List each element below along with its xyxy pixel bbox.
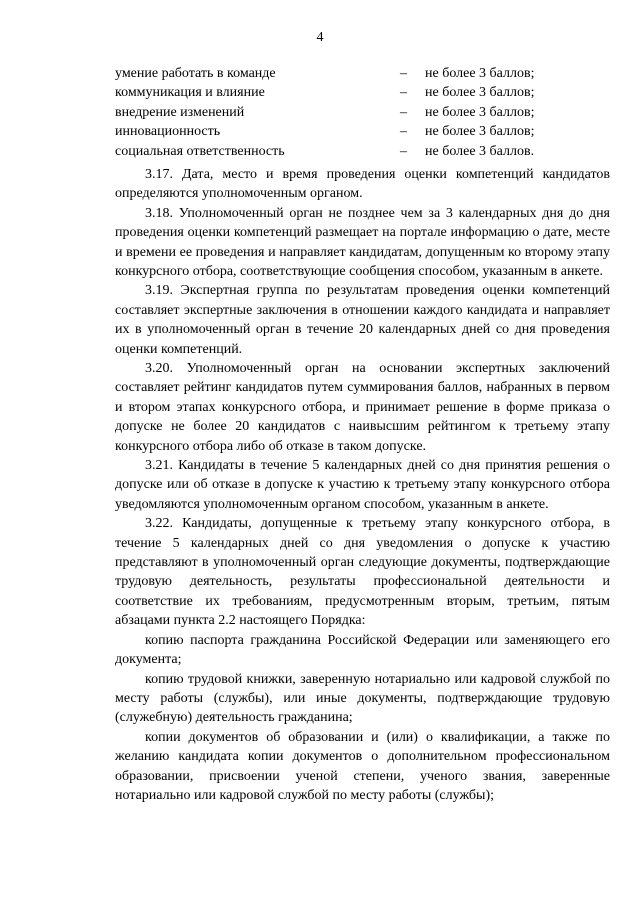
paragraph-3-21: 3.21. Кандидаты в течение 5 календарных дней со дня принятия решения о допуске или об отказе в допуске к участию к третьему этапу конкурсного отбора уведомляются уполномоченным органом способом, указанным в анкете. bbox=[115, 458, 610, 512]
criteria-score: не более 3 баллов; bbox=[425, 104, 535, 120]
criteria-item bbox=[115, 122, 610, 141]
criteria-name: социальная ответственность bbox=[115, 143, 285, 159]
criteria-name: умение работать в команде bbox=[115, 66, 276, 81]
criteria-dash: – bbox=[400, 143, 407, 159]
list-item-passport: копию паспорта гражданина Российской Федерации или заменяющего его документа; bbox=[115, 632, 610, 668]
paragraph-3-18: 3.18. Уполномоченный орган не позднее чем за 3 календарных дня до дня проведения оценки компетенций размещает на портале информацию о дате, месте и времени ее проведения и направляет кандидатам, допущенным ко второму этапу конкурсного отбора, соответствующие сообщения способом, указанным в анкете. bbox=[115, 205, 610, 279]
paragraph-3-22: 3.22. Кандидаты, допущенные к третьему этапу конкурсного отбора, в течение 5 календарных дней со дня уведомления о допуске к участию представляют в уполномоченный орган следующие документы, подтверждающие трудовую деятельность, результаты профессиональной деятельности и соответствие их требованиям, предусмотренным вторым, третьим, пятым абзацами пункта 2.2 настоящего Порядка: bbox=[115, 516, 610, 629]
criteria-item bbox=[115, 103, 610, 122]
criteria-name: внедрение изменений bbox=[115, 104, 245, 120]
criteria-score: не более 3 баллов. bbox=[425, 143, 535, 159]
paragraph-3-19: 3.19. Экспертная группа по результатам проведения оценки компетенций составляет экспертные заключения в отношении каждого кандидата и направляет их в уполномоченный орган в течение 20 календарных дней со дня проведения оценки компетенций. bbox=[115, 283, 610, 357]
criteria-list bbox=[115, 64, 610, 161]
page-number: 4 bbox=[316, 30, 324, 45]
criteria-name: инновационность bbox=[115, 124, 221, 140]
list-item-education-documents: копии документов об образовании и (или) о квалификации, а также по желанию кандидата копии документов о дополнительном профессиональном образовании, присвоении ученой степени, ученого звания, заверенные нотариально или кадровой службой по месту работы (службы); bbox=[115, 729, 610, 803]
criteria-item bbox=[115, 83, 610, 102]
criteria-score: не более 3 баллов; bbox=[425, 85, 535, 101]
criteria-item bbox=[115, 142, 610, 161]
criteria-score: не более 3 баллов; bbox=[425, 124, 535, 140]
criteria-dash: – bbox=[400, 104, 407, 120]
paragraph-3-17: 3.17. Дата, место и время проведения оценки компетенций кандидатов определяются уполномоченным органом. bbox=[115, 166, 610, 202]
criteria-score: не более 3 баллов; bbox=[425, 66, 535, 81]
criteria-dash: – bbox=[400, 66, 407, 81]
criteria-name: коммуникация и влияние bbox=[115, 85, 265, 101]
document-body bbox=[115, 64, 610, 805]
criteria-item bbox=[115, 64, 610, 83]
criteria-dash: – bbox=[400, 124, 407, 140]
list-item-employment-record: копию трудовой книжки, заверенную нотариально или кадровой службой по месту работы (службы), или иные документы, подтверждающие трудовую (служебную) деятельность гражданина; bbox=[115, 671, 610, 726]
criteria-dash: – bbox=[400, 85, 407, 101]
paragraph-3-20: 3.20. Уполномоченный орган на основании экспертных заключений составляет рейтинг кандидатов путем суммирования баллов, набранных в первом и втором этапах конкурсного отбора, и принимает решение в форме приказа о допуске не более 20 кандидатов с наивысшим рейтингом к третьему этапу конкурсного отбора либо об отказе в таком допуске. bbox=[115, 361, 610, 454]
